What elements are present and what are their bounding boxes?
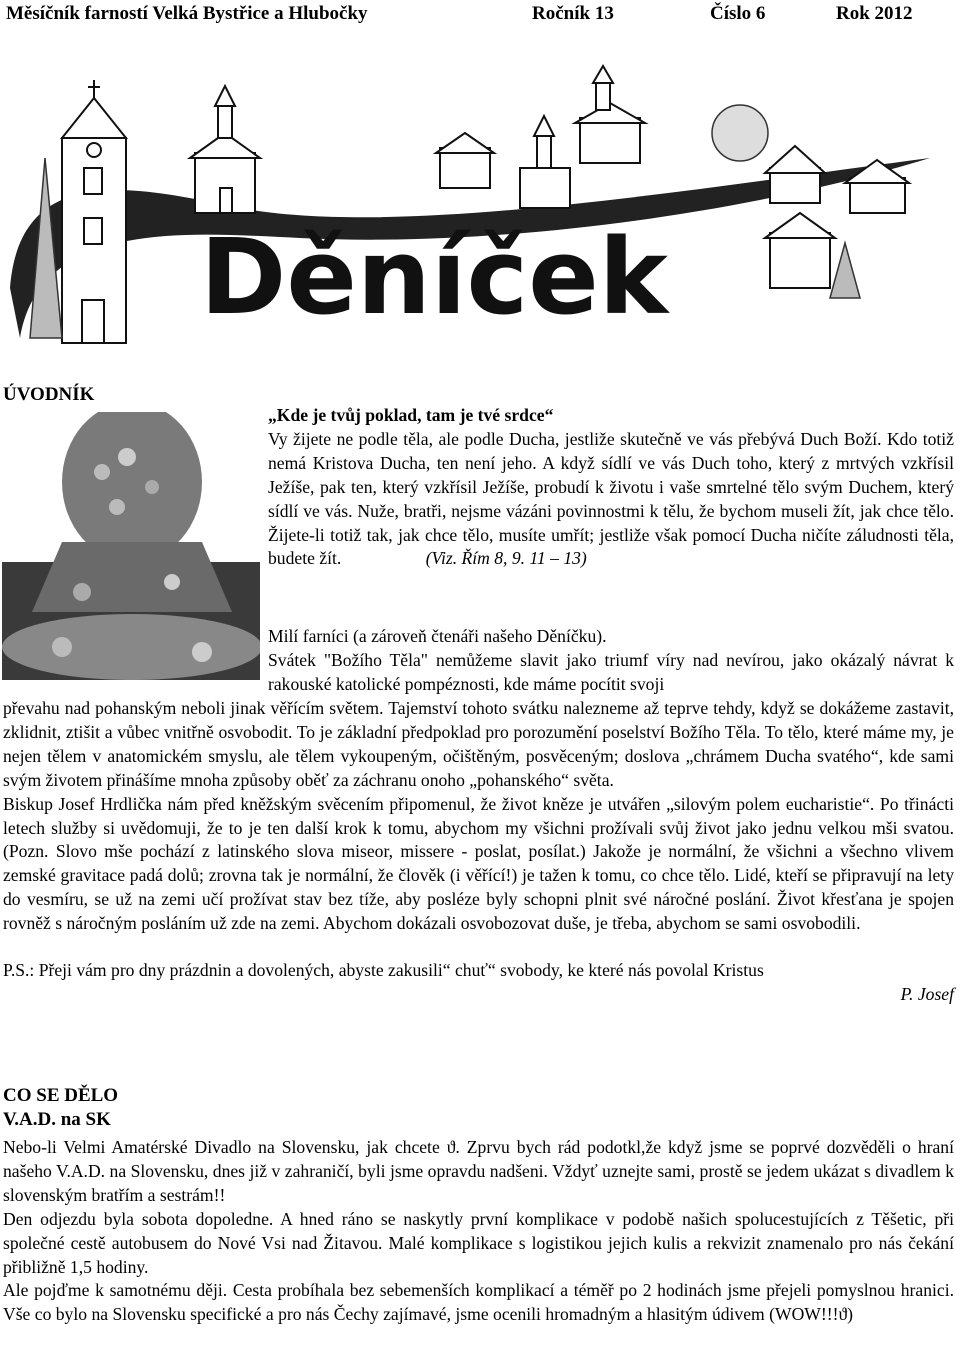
quote-text <box>268 428 954 571</box>
tree-icon <box>712 105 768 161</box>
tree-icon <box>830 243 860 298</box>
issue-header <box>6 3 954 25</box>
publication-name: Měsíčník farností Velká Bystřice a Hlubočky <box>6 3 368 24</box>
article-subheading: V.A.D. na SK <box>3 1109 111 1130</box>
bible-quote <box>268 404 954 571</box>
chapel-icon <box>765 146 909 288</box>
quote-title: „Kde je tvůj poklad, tam je tvé srdce“ <box>268 405 554 425</box>
year-label: Rok 2012 <box>836 3 913 24</box>
paragraph: Den odjezdu byla sobota dopoledne. A hned ráno se naskytly první komplikace v podobě našich spolucestujících z Těšetic, při společné cestě autobusem do Nové Vsi nad Žitavou. Malé komplikace s logistikou jejich kulis a rekvizit znamenalo pro nás čekání přibližně 1,5 hodiny. <box>3 1208 954 1277</box>
greeting <box>268 625 954 697</box>
quote-reference: (Viz. Řím 8, 9. 11 – 13) <box>425 548 587 569</box>
paragraph: Biskup Josef Hrdlička nám před kněžským svěcením připomenul, že život kněze je utvářen „silovým polem eucharistie“. Po třinácti letech služby si uvědomuji, že to je ten další krok k tomu, abychom my všichni prožívali svůj život jako jednu velkou mši svatou. (Pozn. Slovo mše pochází z latinského slova miseor, missere - poslat, posílat.) Jakože je normální, že všichni a všechno vlivem zemské gravitace padá dolů; zrovna tak je normální, že člověk (i věřící!) je tažen k tomu, co chce tělo. Lidé, kteří se připravují na lety do vesmíru, se už na zemi učí prožívat stav bez tíže, aby posléze byly schopni plnit své náročné poslání. Život křesťana je spojen rovněž s náročným posláním už zde na zemi. Abychom dokázali osvobozovat duše, je třeba, abychom se sami osvobodili. <box>3 793 954 934</box>
paragraph: Nebo-li Velmi Amatérské Divadlo na Slovensku, jak chcete ϑ. Zprvu bych rád podotkl,že když jsme se poprvé dozvěděli o hraní našeho V.A.D. na Slovensku, dnes již v zahraničí, byli jsme opravdu nadšeni. Vždyť uznejte sami, prostě se jedem ukázat s divadlem k slovenským bratřím a sestrám!! <box>3 1137 954 1205</box>
coin-head-photo <box>2 412 260 680</box>
section-heading-co-se-delo: CO SE DĚLO <box>3 1085 119 1106</box>
paragraph: Ale pojďme k samotnému ději. Cesta probíhala bez sebemenších komplikací a téměř po 2 hodinách jsme přejeli pomyslnou hranici. Vše co bylo na Slovensku specifické a pro nás Čechy zajímavé, jsme ocenili hromadným a hlasitým údivem (WOW!!!ϑ) <box>3 1280 954 1325</box>
volume-label: Ročník 13 <box>532 3 614 24</box>
church-tower-icon <box>62 80 126 343</box>
co-se-delo-body <box>3 1136 954 1327</box>
issue-label: Číslo 6 <box>710 3 766 24</box>
paragraph-wrap: Svátek "Božího Těla" nemůžeme slavit jako triumf víry nad nevírou, jako okázalý návrat k rakouské katolické pompéznosti, kde máme pocítit svoji <box>268 649 954 694</box>
section-heading-uvodnik: ÚVODNÍK <box>3 384 95 405</box>
signature: P. Josef <box>900 983 954 1004</box>
masthead-illustration <box>0 38 960 368</box>
masthead-logo-text: Děníček <box>200 216 668 338</box>
church-icon <box>190 86 260 213</box>
greeting-text: Milí farníci (a zároveň čtenáři našeho Děníčku). <box>268 626 607 646</box>
church-icon <box>575 66 645 163</box>
paragraph: převahu nad pohanským neboli jinak věřícím světem. Tajemství tohoto svátku nalezneme až teprve tehdy, když se dokážeme zastavit, zklidnit, ztišit a vůbec vnitřně osvobodit. To je základní předpoklad pro porozumění poselství Božího Těla. To tělo, které máme my, je nejen tělem v anatomickém smyslu, ale tělem vykoupeným, očištěným, posvěceným; doslova „chrámem Ducha svatého“, kde sami svým životem přinášíme mnoha způsoby oběť za záchranu onoho „pohanského“ světa. <box>3 698 954 790</box>
uvodnik-body <box>3 697 954 1007</box>
church-icon <box>436 116 570 208</box>
postscript: P.S.: Přeji vám pro dny prázdnin a dovolených, abyste zakusili“ chuť“ svobody, ke které nás povolal Kristus <box>3 960 764 981</box>
quote-body: Vy žijete ne podle těla, ale podle Ducha, jestliže skutečně ve vás přebývá Duch Boží. Kdo totiž nemá Kristova Ducha, ten není jeho. A když sídlí ve vás Duch toho, který z mrtvých vzkřísil Ježíše, pak ten, který vzkřísil Ježíše, probudí k životu i vaše smrtelné tělo svým Duchem, který sídlí ve vás. Nuže, bratři, nejsme vázáni povinnostmi k tělu, že bychom museli žít, jak chce tělo. Žijete-li totiž tak, jak chce tělo, musíte umřít; jestliže však pomocí Ducha ničíte záludnosti těla, budete žít. <box>268 428 954 569</box>
